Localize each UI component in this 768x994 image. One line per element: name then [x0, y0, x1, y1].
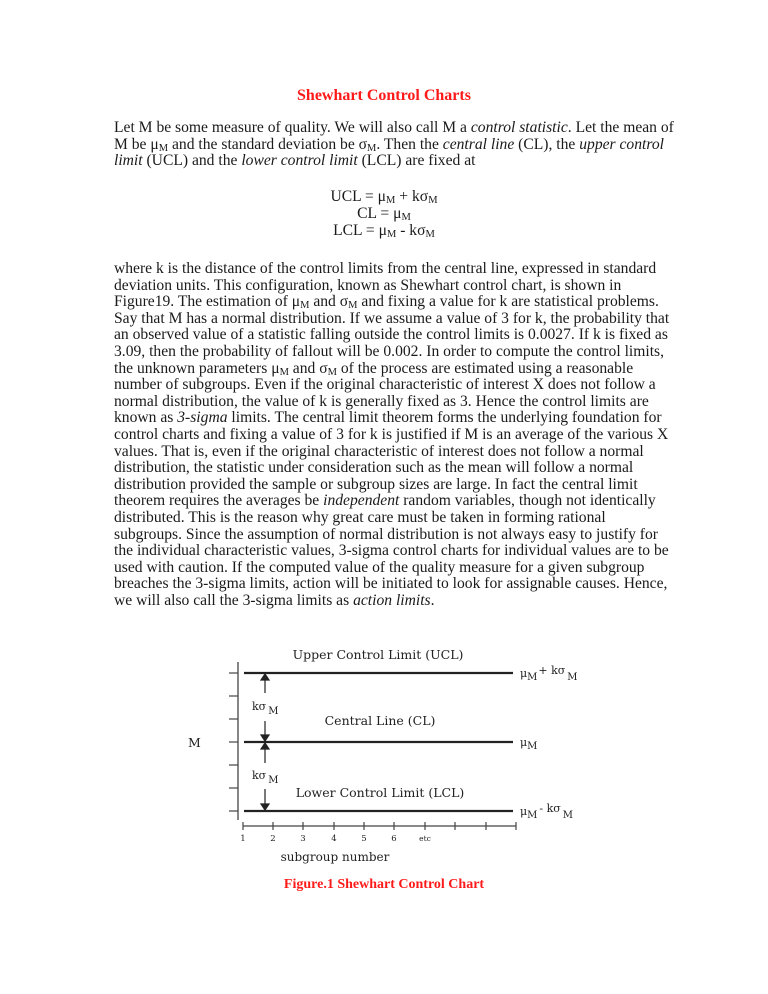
explanation-paragraph: where k is the distance of the control limits from the central line, expressed in standard deviation units. This configuration, known as Shewhart control chart, is shown in Figure19. The estimation of $\mu_M$ and $\sigma_M$ and fixing a value for k are statistical problems. Say that M has a normal distribution. If we assume a value of 3 for k, the probability that an observed value of a statistic falling outside the control limits is 0.0027. If k is fixed as 3.09, then the probability of fallout will be 0.002. In order to compute the control limits, the unknown parameters $\mu_M$ and $\sigma_M$ of the process are estimated using a reasonable number of subgroups. Even if the original characteristic of interest X does not follow a normal distribution, the value of k is generally fixed as 3. Hence the control limits are known as 3-sigma limits. The central limit theorem forms the underlying foundation for control charts and fixing a value of 3 for k is justified if M is an average of the various X values. That is, even if the original characteristic of interest does not follow a normal distribution, the statistic under consideration such as the mean will follow a normal distribution provided the sample or subgroup sizes are large. In fact the central limit theorem requires the averages be independent random variables, though not identically distributed. This is the reason why great care must be taken in forming rational subgroups. Since the assumption of normal distribution is not always easy to justify for the individual characteristic values, 3-sigma control charts for individual values are to be used with caution. If the computed value of the quality measure for a given subgroup breaches the 3-sigma limits, action will be initiated to look for assignable causes. Hence, we will also call the 3-sigma limits as action limits. [114, 260, 670, 609]
x-axis-label: subgroup number [280, 850, 390, 864]
x-tick-label: 1 [240, 834, 246, 844]
y-axis-ticks [229, 673, 238, 811]
equation-lcl: LCL = $\mu_M - k\sigma_M$ [333, 222, 435, 240]
equation-ucl: UCL = $\mu_M + k\sigma_M$ [330, 188, 438, 206]
y-axis-label: M [188, 735, 201, 750]
ucl-label: Upper Control Limit (UCL) [292, 647, 464, 662]
x-tick-label: etc [419, 834, 431, 843]
lcl-value: μM- kσM [520, 802, 574, 821]
figure-caption: Figure.1 Shewhart Control Chart [283, 877, 485, 892]
equation-cl: CL = $\mu_M$ [357, 205, 411, 223]
ksigma-label-lower: kσ M [252, 769, 279, 786]
cl-value: μM [520, 736, 538, 752]
lcl-label: Lower Control Limit (LCL) [295, 785, 465, 800]
x-tick-label: 5 [361, 834, 367, 844]
x-tick-labels [240, 834, 431, 844]
page-title: Shewhart Control Charts [297, 87, 471, 104]
intro-paragraph: Let M be some measure of quality. We will also call M a control statistic. Let the mean of M be $\mu_M$ and the standard deviation be $\sigma_M$. Then the central line (CL), the upper control limit (UCL) and the lower control limit (LCL) are fixed at [114, 119, 674, 170]
x-tick-label: 6 [391, 834, 397, 844]
x-tick-label: 2 [270, 834, 276, 844]
ucl-value: μM+ kσM [520, 664, 578, 683]
cl-label: Central Line (CL) [324, 713, 436, 728]
x-tick-label: 3 [300, 834, 306, 844]
x-tick-label: 4 [331, 834, 337, 844]
ksigma-label-upper: kσ M [252, 700, 279, 717]
